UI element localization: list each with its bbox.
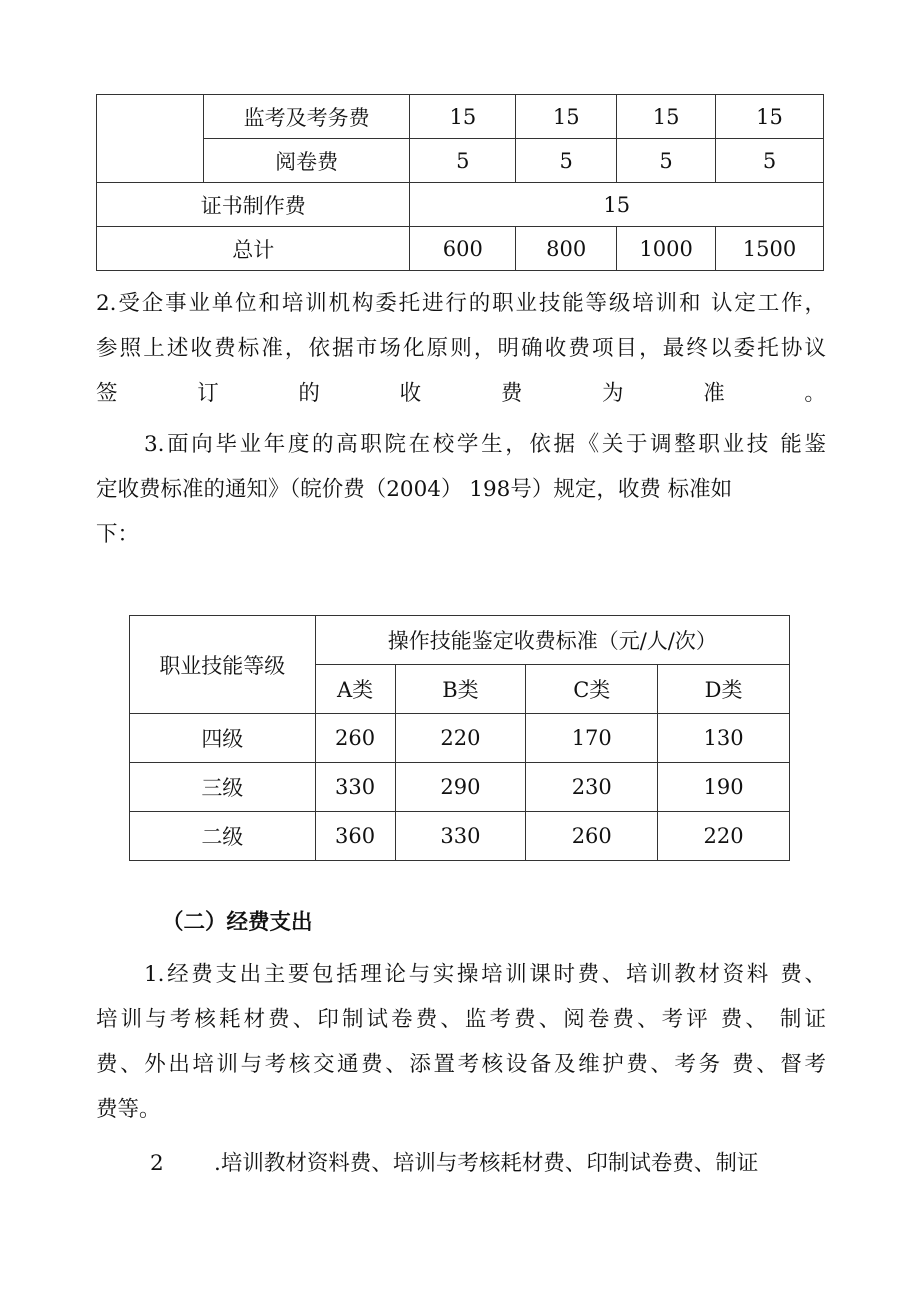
row-label: 阅卷费 bbox=[203, 139, 410, 183]
cell: 5 bbox=[410, 139, 516, 183]
item-text: .培训教材资料费、培训与考核耗材费、印制试卷费、制证 bbox=[214, 1151, 759, 1176]
text-line: 下： bbox=[96, 522, 140, 547]
text-line: 定收费标准的通知》（皖价费（2004） 198号）规定，收费 标准如 bbox=[96, 477, 733, 502]
paragraph-3 bbox=[96, 422, 826, 557]
cell: 5 bbox=[716, 139, 824, 183]
cell: 15 bbox=[716, 95, 824, 139]
table-row bbox=[97, 95, 824, 139]
text-line bbox=[96, 371, 826, 416]
text-line: 3.面向毕业年度的高职院在校学生，依据《关于调整职业技 能鉴 bbox=[144, 432, 826, 457]
text-line: 费、外出培训与考核交通费、添置考核设备及维护费、考务 费、督考 bbox=[96, 1052, 826, 1077]
cell: 330 bbox=[315, 763, 395, 812]
char: 。 bbox=[804, 381, 826, 406]
category-header: D类 bbox=[658, 665, 790, 714]
text-line: 2.受企事业单位和培训机构委托进行的职业技能等级培训和 认定工作， bbox=[96, 291, 826, 316]
cell: 170 bbox=[526, 714, 658, 763]
category-header: A类 bbox=[315, 665, 395, 714]
header-level: 职业技能等级 bbox=[130, 616, 316, 714]
cell: 260 bbox=[315, 714, 395, 763]
level-cell: 二级 bbox=[130, 812, 316, 861]
cell: 220 bbox=[395, 714, 526, 763]
paragraph-2 bbox=[96, 281, 826, 416]
text-line: 费等。 bbox=[96, 1097, 161, 1122]
cell: 290 bbox=[395, 763, 526, 812]
category-header: C类 bbox=[526, 665, 658, 714]
cell: 1000 bbox=[617, 227, 716, 271]
cell: 130 bbox=[658, 714, 790, 763]
cell: 330 bbox=[395, 812, 526, 861]
table-row bbox=[97, 183, 824, 227]
level-cell: 四级 bbox=[130, 714, 316, 763]
row-label: 总计 bbox=[97, 227, 410, 271]
table-row bbox=[130, 812, 790, 861]
char: 签 bbox=[96, 381, 154, 406]
cell: 15 bbox=[516, 95, 617, 139]
cell: 1500 bbox=[716, 227, 824, 271]
cell: 360 bbox=[315, 812, 395, 861]
section-paragraph-1 bbox=[96, 952, 826, 1132]
row-label: 证书制作费 bbox=[97, 183, 410, 227]
text-line: 1.经费支出主要包括理论与实操培训课时费、培训教材资料 费、 bbox=[144, 962, 826, 987]
cell: 15 bbox=[410, 95, 516, 139]
char: 收 bbox=[399, 381, 458, 406]
cell: 220 bbox=[658, 812, 790, 861]
cell: 15 bbox=[617, 95, 716, 139]
char: 准 bbox=[703, 381, 762, 406]
cell: 15 bbox=[410, 183, 824, 227]
fee-table-continued bbox=[96, 94, 824, 271]
char: 的 bbox=[298, 381, 357, 406]
text-line: 培训与考核耗材费、印制试卷费、监考费、阅卷费、考评 费、 制证 bbox=[96, 1007, 826, 1032]
header-main: 操作技能鉴定收费标准（元/人/次） bbox=[315, 616, 789, 665]
category-header: B类 bbox=[395, 665, 526, 714]
cell: 5 bbox=[516, 139, 617, 183]
table-row bbox=[97, 227, 824, 271]
char: 订 bbox=[197, 381, 256, 406]
text-line bbox=[96, 1141, 826, 1186]
row-label: 监考及考务费 bbox=[203, 95, 410, 139]
table-row bbox=[130, 763, 790, 812]
item-number: 2 bbox=[150, 1151, 164, 1176]
section-paragraph-2 bbox=[96, 1141, 826, 1186]
char: 费 bbox=[500, 381, 559, 406]
text-line: 参照上述收费标准，依据市场化原则，明确收费项目，最终以委托协议 bbox=[96, 336, 826, 361]
table-row bbox=[97, 139, 824, 183]
blank-cell bbox=[97, 95, 204, 183]
cell: 230 bbox=[526, 763, 658, 812]
level-cell: 三级 bbox=[130, 763, 316, 812]
table-header-row bbox=[130, 616, 790, 665]
cell: 260 bbox=[526, 812, 658, 861]
skill-fee-table bbox=[129, 615, 790, 861]
char: 为 bbox=[602, 381, 660, 406]
cell: 600 bbox=[410, 227, 516, 271]
table-row bbox=[130, 714, 790, 763]
cell: 190 bbox=[658, 763, 790, 812]
section-heading: （二）经费支出 bbox=[162, 910, 313, 935]
cell: 800 bbox=[516, 227, 617, 271]
cell: 5 bbox=[617, 139, 716, 183]
